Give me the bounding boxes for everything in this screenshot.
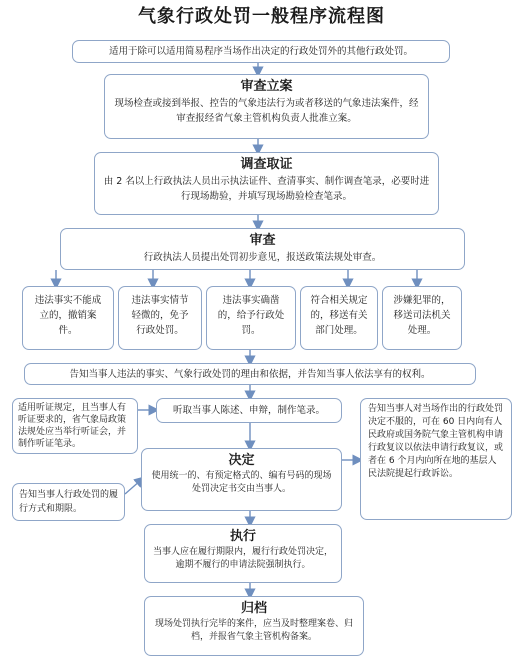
- execution-box: [144, 524, 342, 583]
- outcome-box-3: [206, 286, 296, 350]
- scope-box: [72, 40, 450, 63]
- outcome-box-5: [382, 286, 462, 350]
- review-box: [60, 228, 465, 270]
- notify-text: 告知当事人违法的事实、气象行政处罚的理由和依据，并告知当事人依法享有的权利。: [69, 369, 431, 380]
- filing-heading: 审查立案: [240, 79, 293, 94]
- archive-box: [144, 596, 364, 656]
- outcome-text: 涉嫌犯罪的，移送司法机关处理。: [393, 295, 451, 336]
- hearing-note-text: 适用听证规定，且当事人有听证要求的，省气象局政策法规处应当举行听证会，并制作听证笔录。: [18, 403, 127, 449]
- investigation-box: [94, 152, 439, 215]
- execution-text: 当事人应在履行期限内，履行行政处罚决定，逾期不履行的申请法院强制执行。: [152, 547, 333, 570]
- outcome-text: 违法事实情节轻微的，免予行政处罚。: [131, 295, 189, 336]
- page-title: 气象行政处罚一般程序流程图: [138, 6, 385, 27]
- investigation-heading: 调查取证: [240, 157, 293, 172]
- scope-text: 适用于除可以适用简易程序当场作出决定的行政处罚外的其他行政处罚。: [108, 46, 413, 57]
- outcome-text: 违法事实不能成立的，撤销案件。: [34, 295, 102, 336]
- decision-text: 使用统一的、有预定格式的、编有号码的现场处罚决定书交由当事人。: [151, 471, 332, 494]
- outcome-text: 违法事实确凿的，给予行政处罚。: [217, 295, 285, 336]
- decision-heading: 决定: [228, 453, 255, 468]
- outcome-box-2: [118, 286, 202, 350]
- outcome-box-4: [300, 286, 378, 350]
- review-heading: 审查: [249, 233, 276, 248]
- review-text: 行政执法人员提出处罚初步意见，报送政策法规处审查。: [143, 252, 382, 263]
- execution-note-text: 告知当事人行政处罚的履行方式和期限。: [19, 490, 119, 514]
- outcome-text: 符合相关规定的，移送有关部门处理。: [310, 295, 368, 336]
- execution-heading: 执行: [229, 529, 256, 544]
- filing-text: 现场检查或接到举报、控告的气象违法行为或者移送的气象违法案件，经审查报经省气象主管机构负责人批准立案。: [114, 98, 419, 124]
- hearing-note-box: [12, 398, 138, 454]
- investigation-text: 由 2 名以上行政执法人员出示执法证件、查清事实、制作调查笔录，必要时进行现场勘验，并填写现场勘验检查笔录。: [103, 176, 430, 202]
- appeal-note-text: 告知当事人对当场作出的行政处罚决定不服的，可在 60 日内向有人民政府或国务院气象主管机构申请行政复议以依法申请行政复议，或者在 6 个月内向所在地的基层人民法院提起行政诉讼。: [368, 404, 504, 479]
- archive-heading: 归档: [240, 601, 267, 616]
- archive-text: 现场处罚执行完毕的案件，应当及时整理案卷、归档，并报省气象主管机构备案。: [154, 619, 353, 642]
- statement-text: 听取当事人陈述、申辩，制作笔录。: [172, 405, 325, 416]
- decision-box: [141, 448, 342, 511]
- notify-box: [24, 363, 476, 385]
- outcome-box-1: [22, 286, 114, 350]
- appeal-note-box: [360, 398, 512, 520]
- execution-note-box: [12, 483, 125, 521]
- statement-box: [156, 398, 342, 423]
- filing-box: [104, 74, 429, 139]
